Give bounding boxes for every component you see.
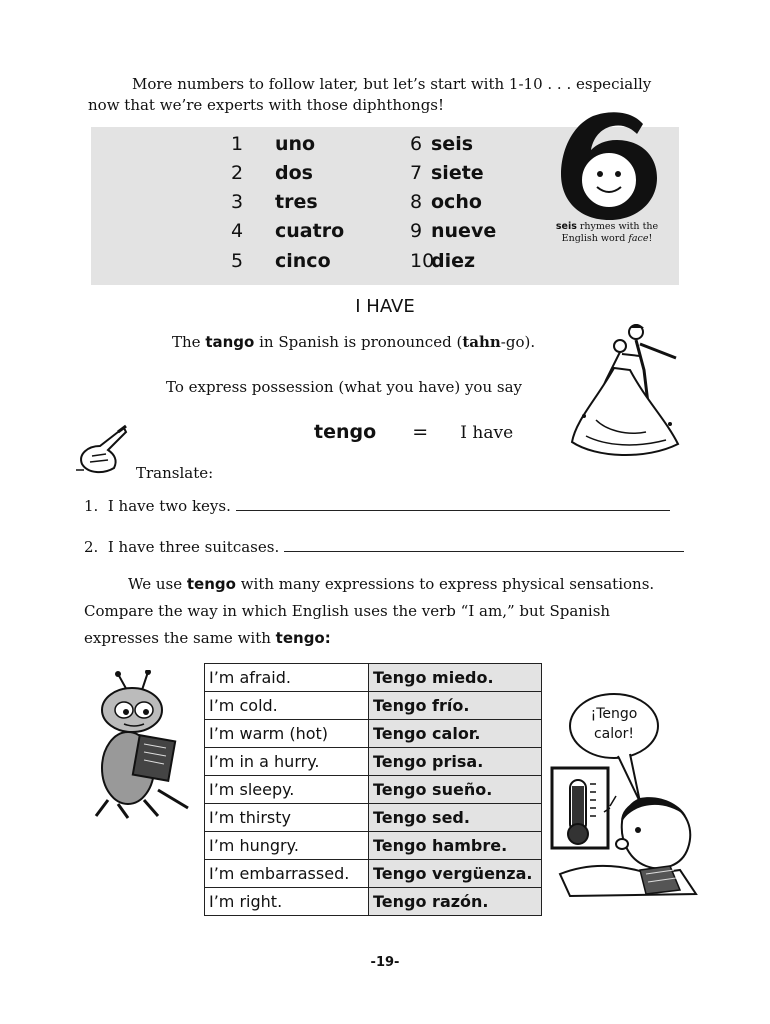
pencil-hand-icon bbox=[74, 424, 136, 478]
table-row: I’m afraid. Tengo miedo. bbox=[205, 664, 542, 692]
intro-line-1: More numbers to follow later, but let’s start with 1-10 . . . especially bbox=[132, 75, 652, 93]
tengo-equation bbox=[314, 421, 513, 443]
possession-sentence: To express possession (what you have) you say bbox=[166, 378, 522, 396]
question-1: 1. I have two keys. bbox=[84, 496, 670, 515]
expressions-paragraph: We use tengo with many expressions to express physical sensations. Compare the way in which English uses the verb “I am,” but Spanish expresses the same with tengo: bbox=[84, 575, 655, 647]
intro-line-2: now that we’re experts with those diphthongs! bbox=[88, 96, 445, 114]
equation-equals: = bbox=[412, 421, 429, 443]
number-row: 4 cuatro bbox=[231, 220, 345, 242]
number-row: 10diez bbox=[410, 250, 476, 272]
answer-blank-1[interactable] bbox=[236, 496, 670, 511]
bug-reading-book-icon bbox=[88, 670, 198, 820]
number-row: 7 siete bbox=[410, 162, 484, 184]
number-row: 3 tres bbox=[231, 191, 318, 213]
number-row: 2 dos bbox=[231, 162, 313, 184]
table-row: I’m sleepy. Tengo sueño. bbox=[205, 776, 542, 804]
equation-meaning: I have bbox=[460, 423, 514, 443]
hot-boy-illustration bbox=[550, 766, 700, 900]
table-row: I’m embarrassed. Tengo vergüenza. bbox=[205, 860, 542, 888]
table-row: I’m warm (hot) Tengo calor. bbox=[205, 720, 542, 748]
number-row: 9 nueve bbox=[410, 220, 497, 242]
six-caption: seis rhymes with the English word face! bbox=[555, 221, 659, 244]
table-row: I’m right. Tengo razón. bbox=[205, 888, 542, 916]
tango-sentence: The tango in Spanish is pronounced (tahn-go). bbox=[172, 333, 536, 351]
number-row: 5 cinco bbox=[231, 250, 331, 272]
number-row: 8 ocho bbox=[410, 191, 482, 213]
section-title: I HAVE bbox=[355, 296, 415, 317]
table-row: I’m cold. Tengo frío. bbox=[205, 692, 542, 720]
dancers-illustration bbox=[566, 320, 692, 462]
number-row: 6 seis bbox=[410, 133, 474, 155]
speech-bubble-text: ¡Tengo calor! bbox=[590, 706, 638, 742]
bug-reading-illustration bbox=[88, 670, 198, 820]
table-row: I’m in a hurry. Tengo prisa. bbox=[205, 748, 542, 776]
answer-blank-2[interactable] bbox=[284, 537, 684, 552]
tengo-expressions-table bbox=[204, 663, 542, 916]
translate-label: Translate: bbox=[136, 464, 214, 482]
thermometer-boy-icon bbox=[550, 766, 700, 900]
dancing-couple-icon bbox=[566, 320, 692, 462]
table-row: I’m thirsty Tengo sed. bbox=[205, 804, 542, 832]
writing-hand-illustration bbox=[74, 424, 136, 478]
page-number: -19- bbox=[370, 955, 400, 970]
number-row: 1 uno bbox=[231, 133, 316, 155]
equation-word: tengo bbox=[314, 421, 377, 443]
table-row: I’m hungry. Tengo hambre. bbox=[205, 832, 542, 860]
question-2: 2. I have three suitcases. bbox=[84, 537, 684, 556]
six-smiley-icon bbox=[551, 108, 667, 228]
